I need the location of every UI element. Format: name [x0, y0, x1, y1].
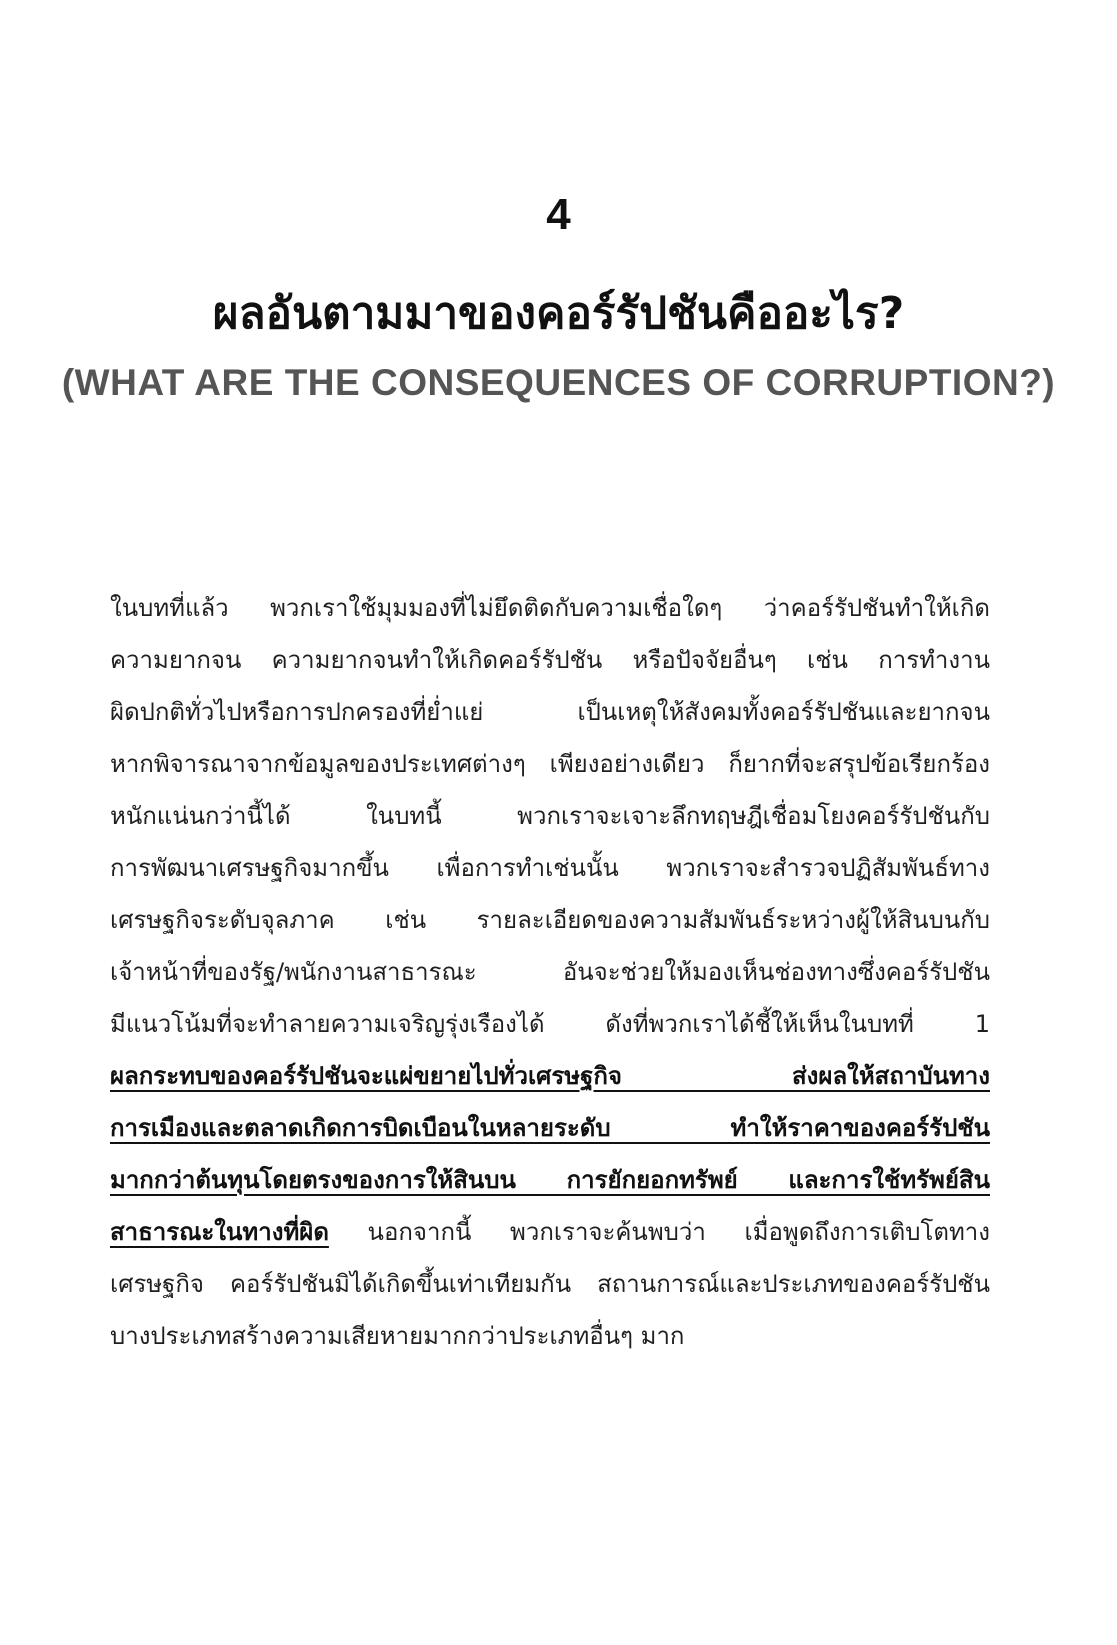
emphasized-text: ผลกระทบของคอร์รัปชันจะแผ่ขยายไปทั่วเศรษฐกิจ ส่งผลให้สถาบันทาง	[110, 1062, 990, 1090]
emphasized-line	[110, 1050, 990, 1102]
chapter-title-english: (WHAT ARE THE CONSEQUENCES OF CORRUPTION?)	[61, 362, 1056, 403]
body-line: ในบทที่แล้ว พวกเราใช้มุมมองที่ไม่ยึดติดกับความเชื่อใดๆ ว่าคอร์รัปชันทำให้เกิด	[110, 594, 990, 622]
emphasized-text: การเมืองและตลาดเกิดการบิดเบือนในหลายระดับ ทำให้ราคาของคอร์รัปชัน	[110, 1114, 990, 1142]
body-line: เจ้าหน้าที่ของรัฐ/พนักงานสาธารณะ อันจะช่วยให้มองเห็นช่องทางซึ่งคอร์รัปชัน	[110, 958, 990, 986]
body-line: หากพิจารณาจากข้อมูลของประเทศต่างๆ เพียงอย่างเดียว ก็ยากที่จะสรุปข้อเรียกร้อง	[110, 750, 990, 778]
chapter-number: 4	[546, 190, 571, 239]
emphasized-line	[110, 1102, 990, 1154]
body-line: เศรษฐกิจระดับจุลภาค เช่น รายละเอียดของความสัมพันธ์ระหว่างผู้ให้สินบนกับ	[110, 906, 990, 934]
chapter-title-thai: ผลอันตามมาของคอร์รัปชันคืออะไร?	[212, 288, 905, 339]
emphasized-line	[110, 1154, 990, 1206]
emphasized-text: สาธารณะในทางที่ผิด	[110, 1218, 329, 1246]
body-text-segment: นอกจากนี้ พวกเราจะค้นพบว่า เมื่อพูดถึงการเติบโตทาง	[328, 1218, 990, 1246]
body-line: ผิดปกติทั่วไปหรือการปกครองที่ย่ำแย่ เป็นเหตุให้สังคมทั้งคอร์รัปชันและยากจน	[110, 698, 990, 726]
body-line: เศรษฐกิจ คอร์รัปชันมิได้เกิดขึ้นเท่าเทียมกัน สถานการณ์และประเภทของคอร์รัปชัน	[110, 1270, 990, 1298]
body-paragraph	[110, 582, 990, 1362]
body-line: หนักแน่นกว่านี้ได้ ในบทนี้ พวกเราจะเจาะลึกทฤษฎีเชื่อมโยงคอร์รัปชันกับ	[110, 802, 990, 830]
body-line: การพัฒนาเศรษฐกิจมากขึ้น เพื่อการทำเช่นนั้น พวกเราจะสำรวจปฏิสัมพันธ์ทาง	[110, 854, 990, 882]
mixed-line	[110, 1206, 990, 1258]
body-line: บางประเภทสร้างความเสียหายมากกว่าประเภทอื่นๆ มาก	[110, 1322, 685, 1350]
body-line: มีแนวโน้มที่จะทำลายความเจริญรุ่งเรืองได้ ดังที่พวกเราได้ชี้ให้เห็นในบทที่ 1	[110, 1010, 990, 1038]
body-line: ความยากจน ความยากจนทำให้เกิดคอร์รัปชัน หรือปัจจัยอื่นๆ เช่น การทำงาน	[110, 646, 990, 674]
emphasized-text: มากกว่าต้นทุนโดยตรงของการให้สินบน การยักยอกทรัพย์ และการใช้ทรัพย์สิน	[110, 1166, 990, 1194]
